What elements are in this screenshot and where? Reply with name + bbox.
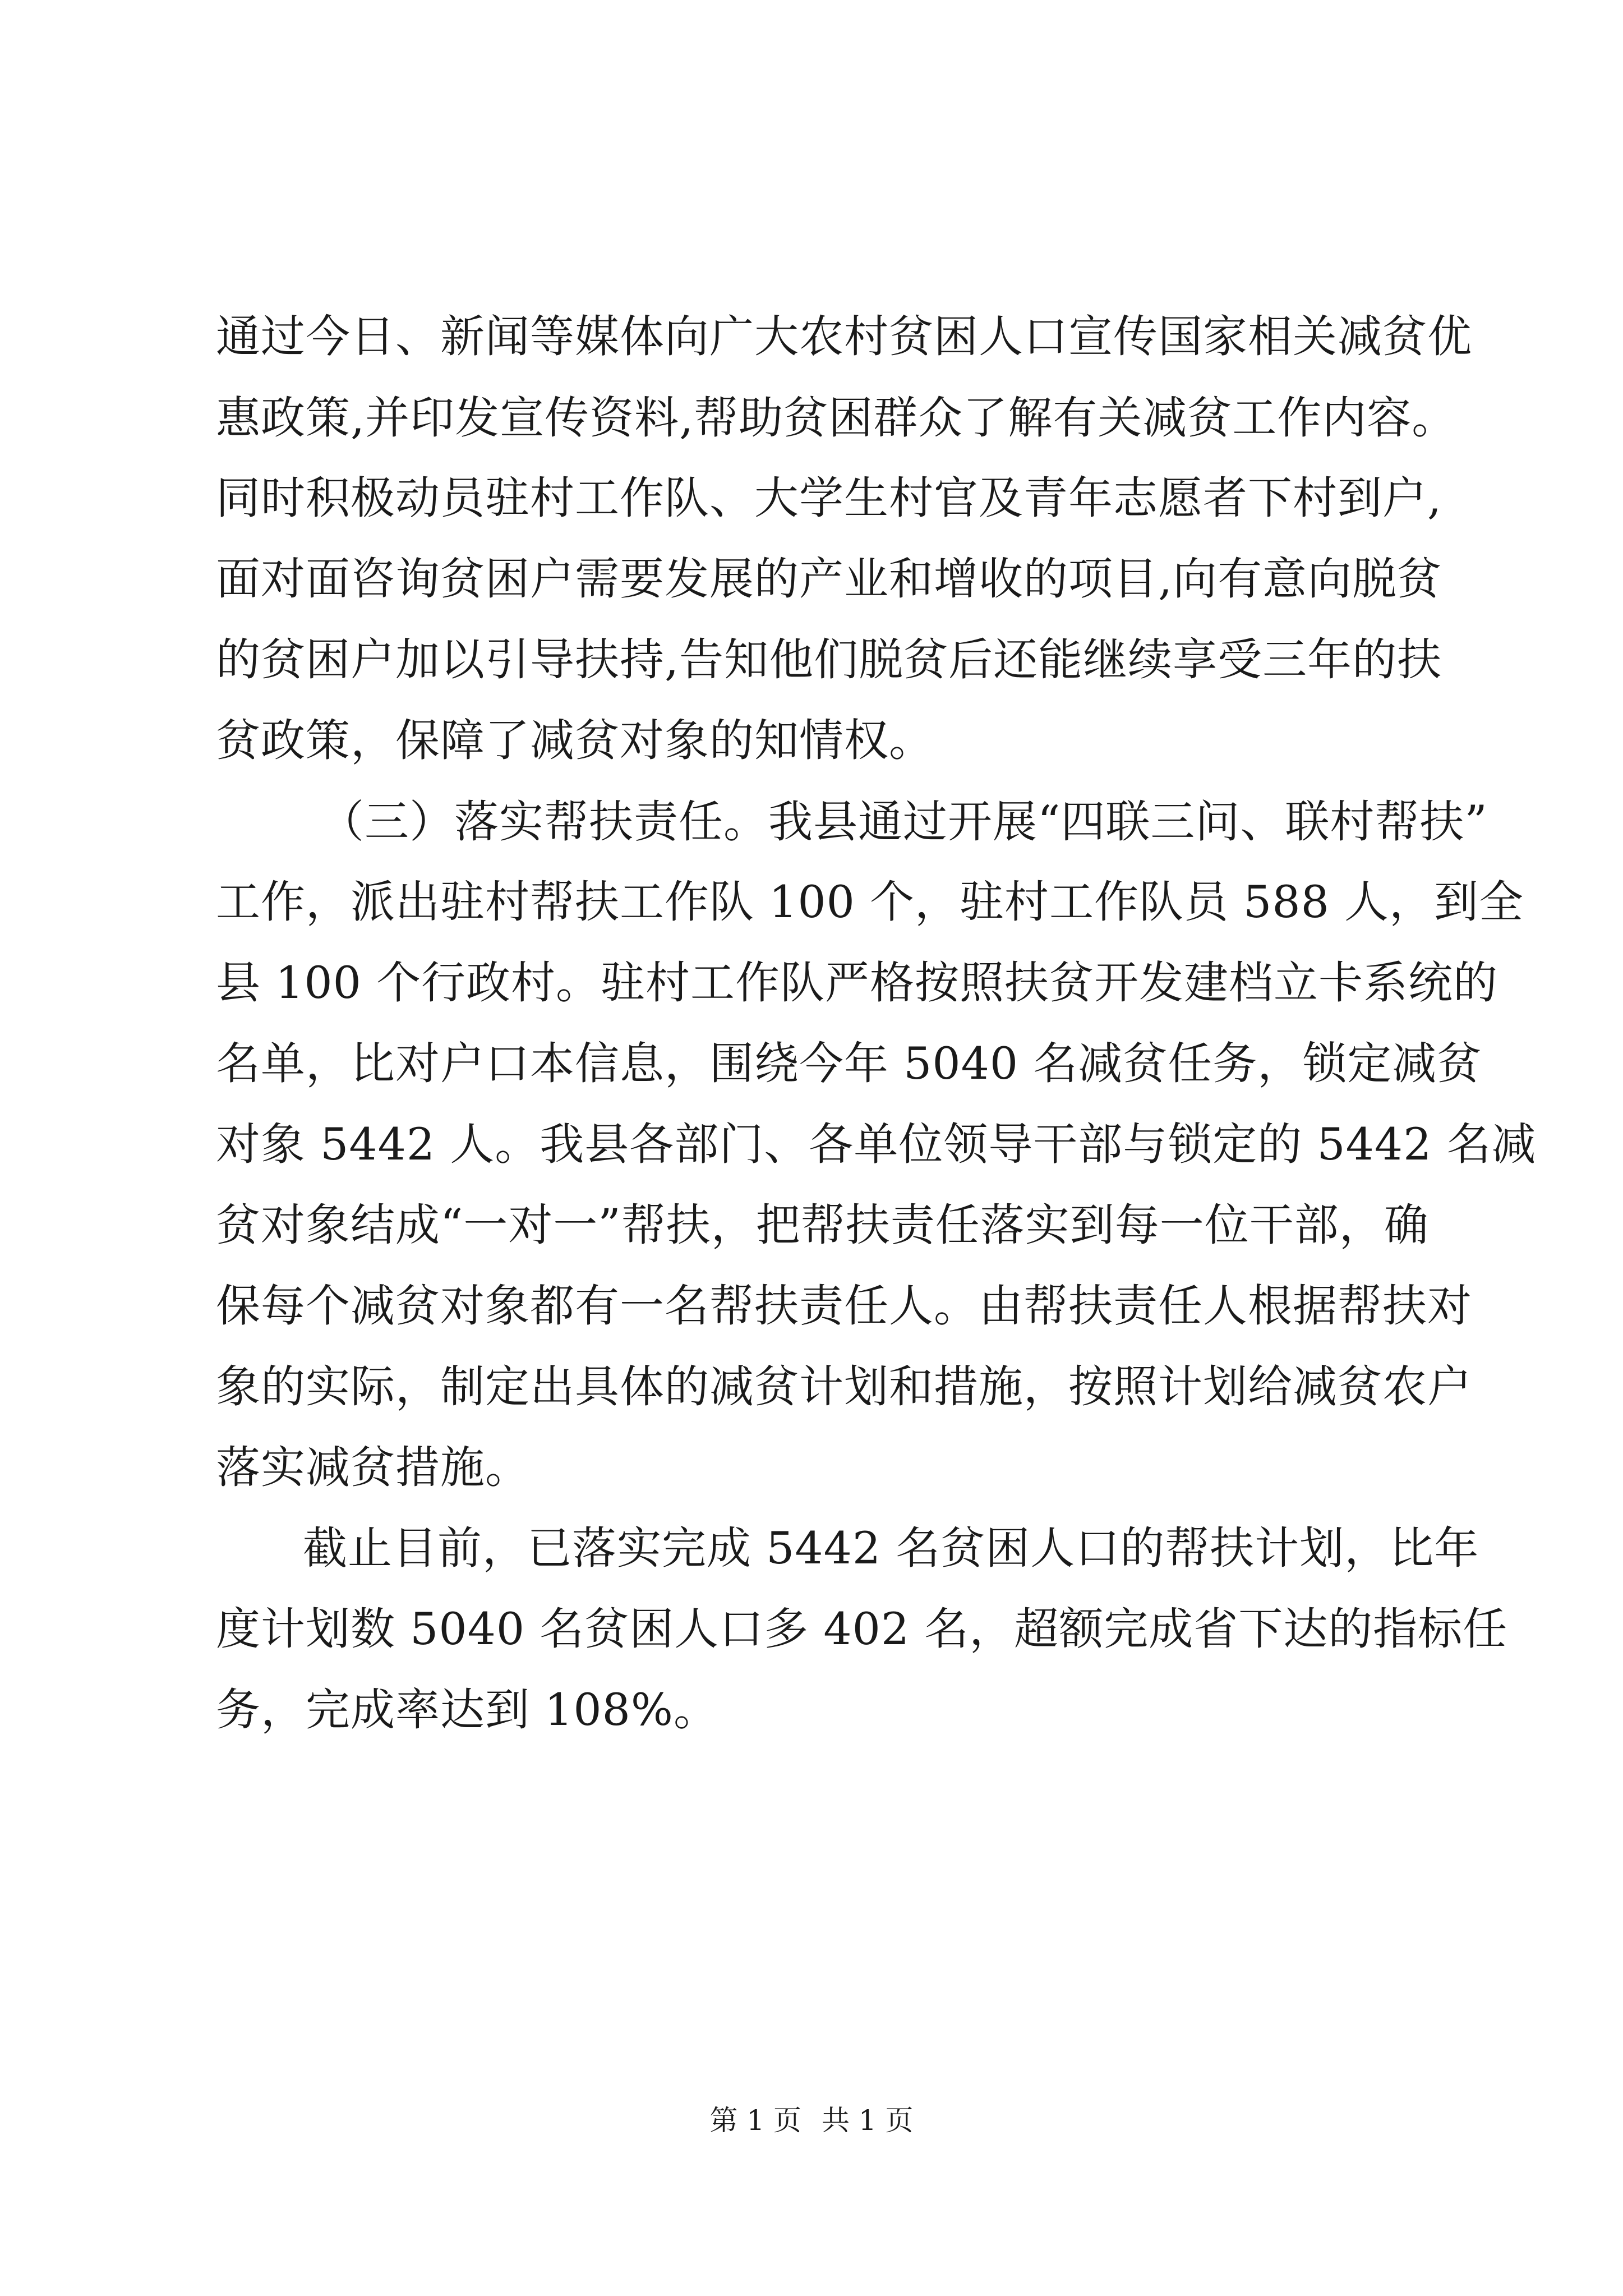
text-line: 务，完成率达到 108%。: [216, 1684, 718, 1736]
text-line: 贫对象结成“一对一”帮扶，把帮扶责任落实到每一位干部，确: [216, 1199, 1429, 1251]
text-line: 惠政策,并印发宣传资料,帮助贫困群众了解有关减贫工作内容。: [216, 392, 1457, 444]
text-line: 度计划数 5040 名贫困人口多 402 名，超额完成省下达的指标任: [216, 1603, 1508, 1655]
page-footer: [0, 2098, 1623, 2143]
text-line: 贫政策，保障了减贫对象的知情权。: [216, 715, 934, 766]
page-number: 第 1 页: [709, 2104, 802, 2137]
text-line: 象的实际，制定出具体的减贫计划和措施，按照计划给减贫农户: [216, 1361, 1472, 1412]
text-line: 的贫困户加以引导扶持,告知他们脱贫后还能继续享受三年的扶: [216, 634, 1442, 685]
text-line: 面对面咨询贫困户需要发展的产业和增收的项目,向有意向脱贫: [216, 553, 1442, 605]
text-line: 县 100 个行政村。驻村工作队严格按照扶贫开发建档立卡系统的: [216, 957, 1498, 1009]
text-line: 对象 5442 人。我县各部门、各单位领导干部与锁定的 5442 名减: [216, 1119, 1537, 1170]
paragraph-start-line: 截止目前，已落实完成 5442 名贫困人口的帮扶计划，比年: [303, 1522, 1479, 1574]
text-line: 同时积极动员驻村工作队、大学生村官及青年志愿者下村到户,: [216, 472, 1442, 524]
text-line: 落实减贫措施。: [216, 1442, 530, 1493]
text-line: 通过今日、新闻等媒体向广大农村贫困人口宣传国家相关减贫优: [216, 311, 1472, 362]
text-line: 工作，派出驻村帮扶工作队 100 个，驻村工作队员 588 人，到全: [216, 876, 1524, 928]
text-line: 保每个减贫对象都有一名帮扶责任人。由帮扶责任人根据帮扶对: [216, 1280, 1472, 1332]
paragraph-start-line: （三）落实帮扶责任。我县通过开展“四联三问、联村帮扶”: [320, 796, 1488, 848]
page-total: 共 1 页: [821, 2104, 914, 2137]
text-line: 名单，比对户口本信息，围绕今年 5040 名减贫任务，锁定减贫: [216, 1038, 1482, 1089]
